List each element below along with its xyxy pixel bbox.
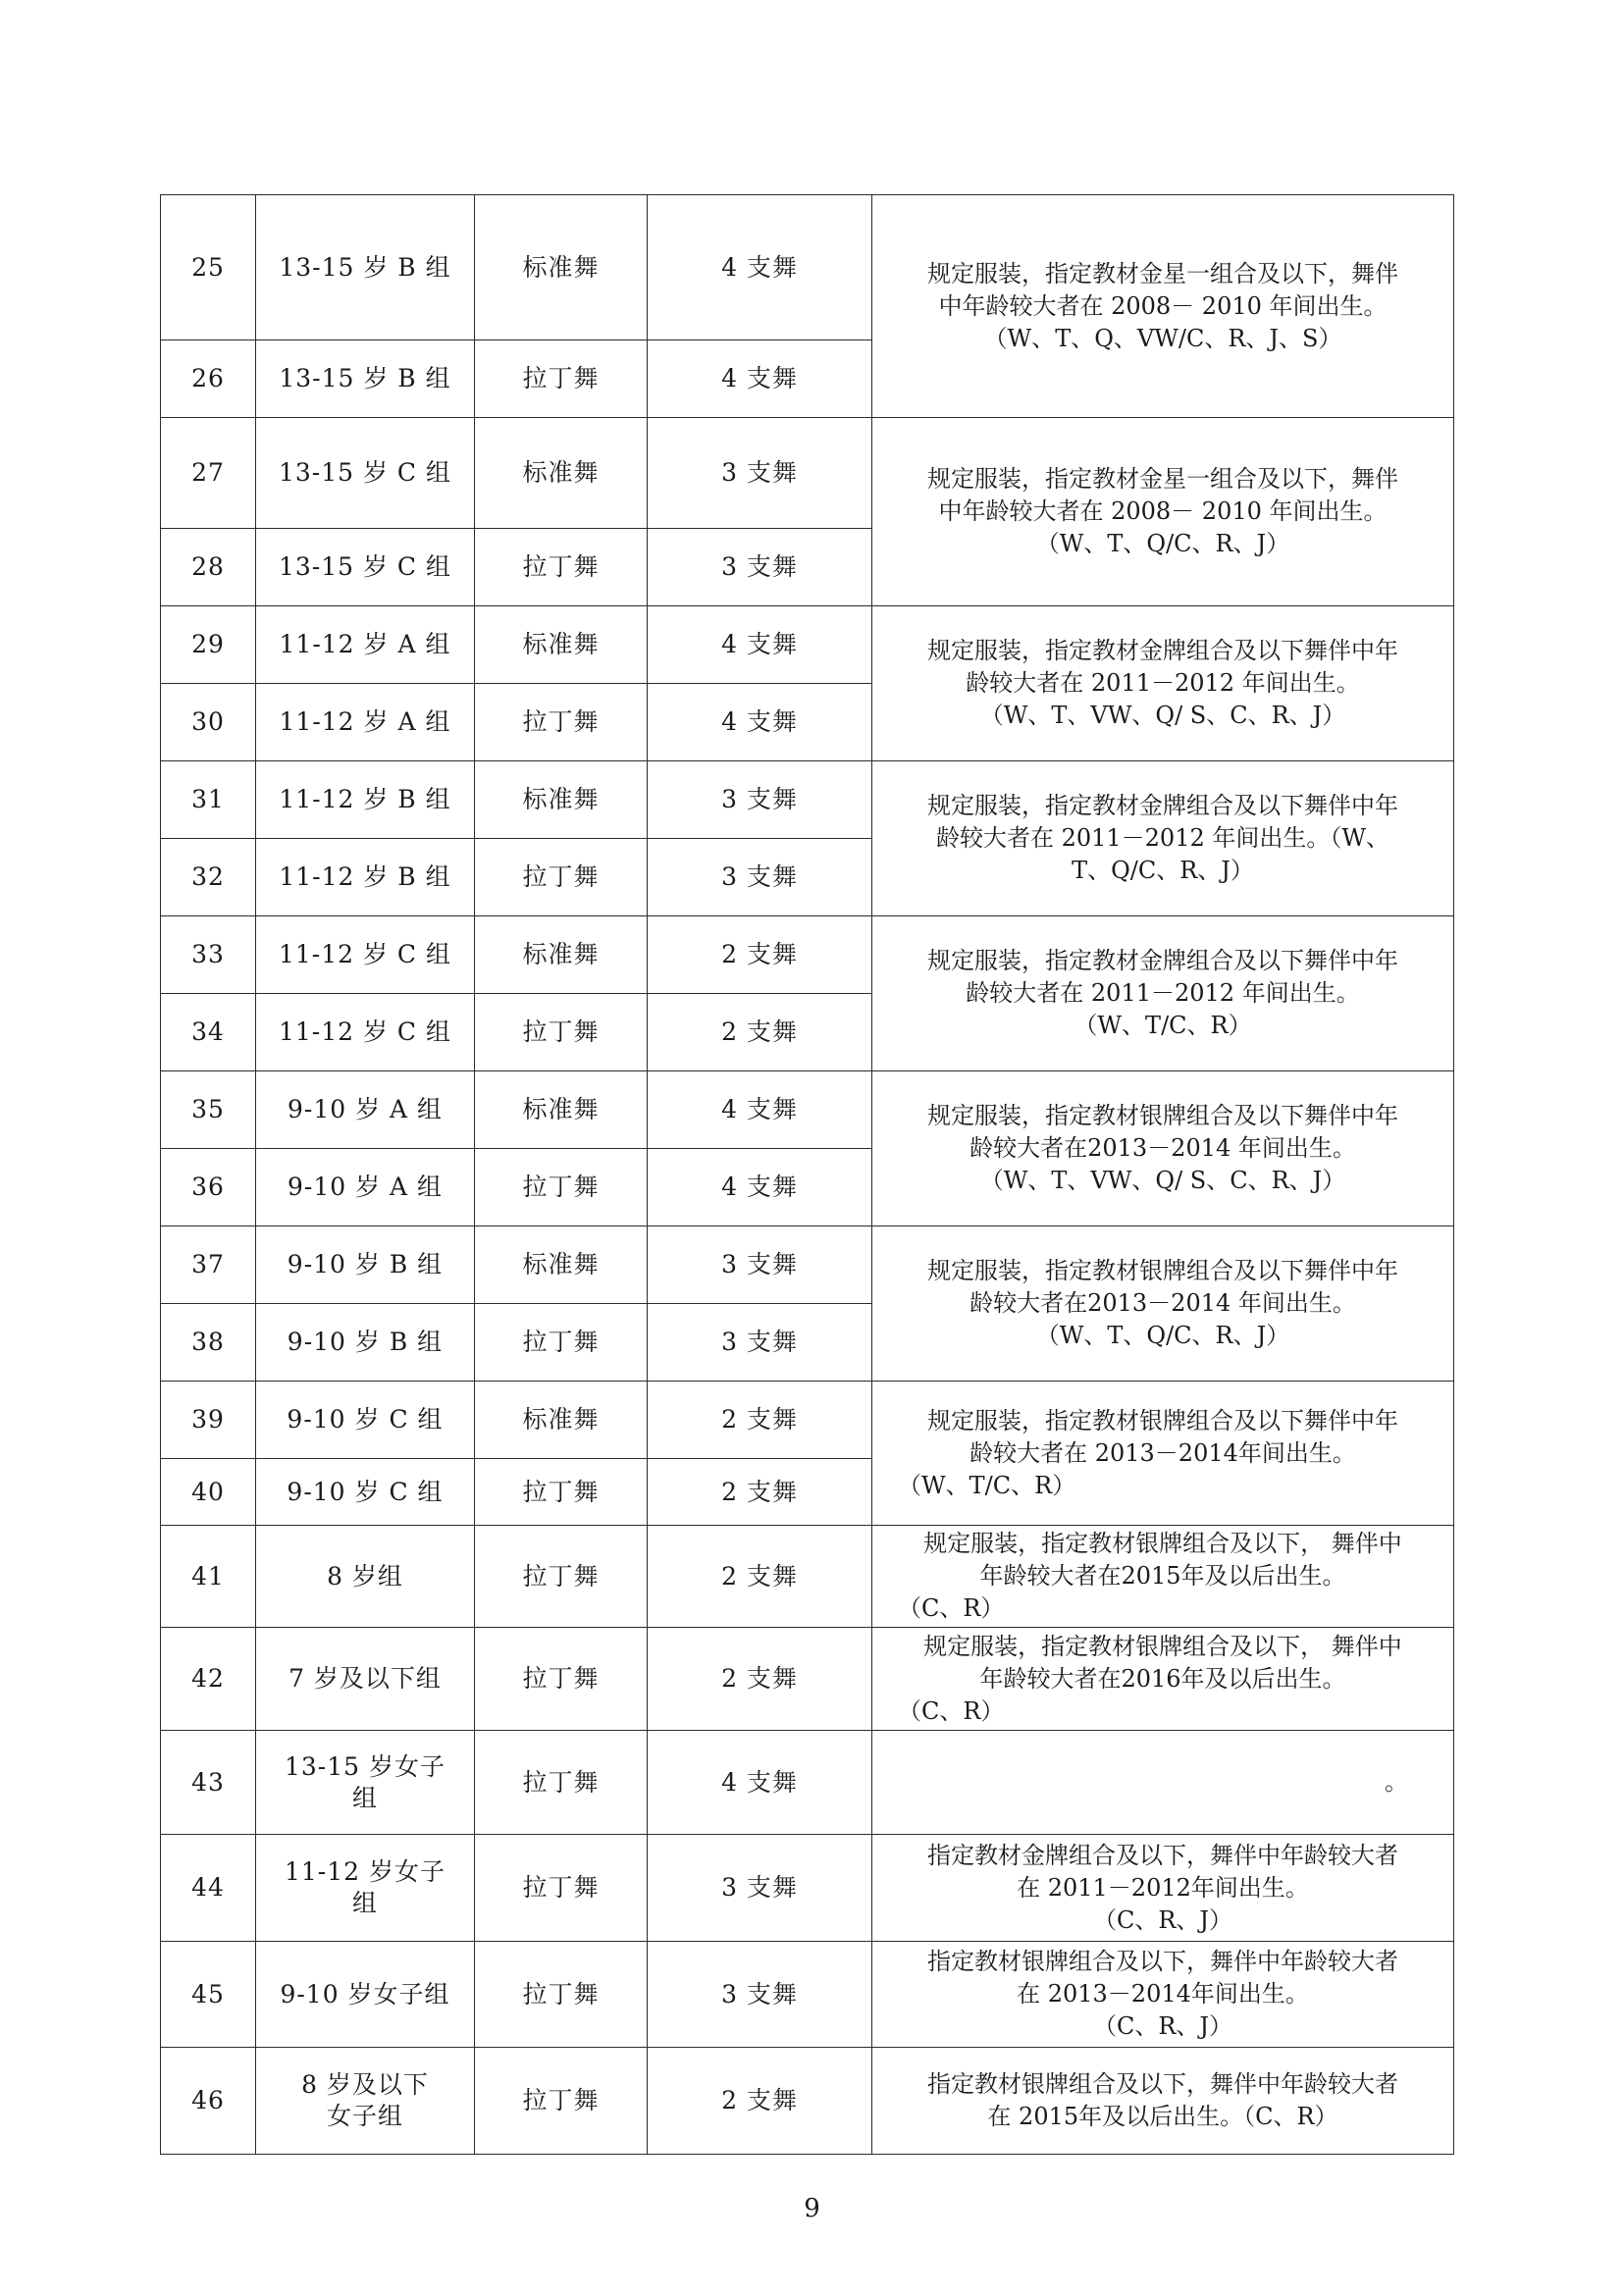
requirement-line: （C、R） (898, 1594, 1005, 1622)
dance-style-cell: 标准舞 (475, 1071, 648, 1149)
age-group-line: 11-12 岁女子 (284, 1857, 446, 1886)
requirements-cell (872, 1226, 1454, 1382)
dance-count-cell: 2 支舞 (648, 1459, 872, 1526)
table-row (161, 1835, 1454, 1942)
requirement-line: 规定服装，指定教材银牌组合及以下舞伴中年 (927, 1102, 1398, 1129)
age-group-cell (256, 2048, 475, 2155)
dance-style-cell: 拉丁舞 (475, 1149, 648, 1226)
dance-count-cell: 3 支舞 (648, 761, 872, 839)
requirement-line: 中年龄较大者在 2008－ 2010 年间出生。 (938, 291, 1388, 320)
requirement-line: （W、T、Q/C、R、J） (1035, 530, 1290, 557)
age-group-cell: 11-12 岁 A 组 (256, 684, 475, 761)
requirement-line: 规定服装，指定教材金牌组合及以下舞伴中年 (927, 947, 1398, 974)
dance-style-cell: 标准舞 (475, 195, 648, 340)
requirement-line: 龄较大者在 2011－2012 年间出生。（W、 (935, 824, 1390, 852)
age-group-line: 组 (351, 1889, 378, 1917)
row-number-cell: 28 (161, 529, 256, 606)
age-group-cell: 7 岁及以下组 (256, 1628, 475, 1731)
row-number-cell: 42 (161, 1628, 256, 1731)
requirement-line: 在 2013－2014年间出生。 (1017, 1980, 1309, 2008)
requirements-cell (872, 1942, 1454, 2048)
dance-count-cell: 3 支舞 (648, 1835, 872, 1942)
age-group-line: 13-15 岁女子 (284, 1751, 446, 1781)
requirement-line: 年龄较大者在2016年及以后出生。 (979, 1664, 1346, 1693)
requirement-line: （W、T、Q、VW/C、R、J、S） (983, 324, 1342, 352)
requirement-line: 龄较大者在 2011－2012 年间出生。 (966, 669, 1360, 697)
dance-count-cell: 2 支舞 (648, 916, 872, 994)
requirements-cell (872, 606, 1454, 761)
table-row (161, 606, 1454, 684)
dance-style-cell: 拉丁舞 (475, 839, 648, 916)
row-number-cell: 30 (161, 684, 256, 761)
table-row (161, 1226, 1454, 1304)
row-number-cell: 25 (161, 195, 256, 340)
dance-style-cell: 标准舞 (475, 1382, 648, 1459)
requirement-line: 龄较大者在 2013－2014年间出生。 (969, 1438, 1356, 1467)
dance-count-cell: 2 支舞 (648, 1382, 872, 1459)
row-number-cell: 39 (161, 1382, 256, 1459)
row-number-cell: 29 (161, 606, 256, 684)
requirement-line: 龄较大者在2013－2014 年间出生。 (969, 1134, 1356, 1162)
dance-style-cell: 拉丁舞 (475, 2048, 648, 2155)
competition-table (160, 194, 1454, 2155)
age-group-cell: 9-10 岁 B 组 (256, 1226, 475, 1304)
requirement-line: （C、R） (898, 1696, 1005, 1725)
age-group-cell: 9-10 岁 A 组 (256, 1149, 475, 1226)
table-row (161, 1628, 1454, 1731)
row-number-cell: 26 (161, 340, 256, 418)
age-group-cell: 8 岁组 (256, 1526, 475, 1628)
requirement-line: 规定服装，指定教材金星一组合及以下，舞伴 (927, 465, 1398, 493)
age-group-cell: 11-12 岁 A 组 (256, 606, 475, 684)
requirement-line: 中年龄较大者在 2008－ 2010 年间出生。 (938, 497, 1388, 525)
dance-count-cell: 2 支舞 (648, 1526, 872, 1628)
table-row (161, 195, 1454, 340)
dance-count-cell: 4 支舞 (648, 606, 872, 684)
age-group-cell: 11-12 岁 B 组 (256, 761, 475, 839)
dance-count-cell: 2 支舞 (648, 994, 872, 1071)
dance-style-cell: 拉丁舞 (475, 1304, 648, 1382)
age-group-cell: 9-10 岁 B 组 (256, 1304, 475, 1382)
age-group-cell: 9-10 岁 C 组 (256, 1459, 475, 1526)
row-number-cell: 36 (161, 1149, 256, 1226)
row-number-cell: 44 (161, 1835, 256, 1942)
requirements-cell (872, 761, 1454, 916)
requirement-line: 规定服装，指定教材金牌组合及以下舞伴中年 (927, 792, 1398, 819)
dance-style-cell: 拉丁舞 (475, 1628, 648, 1731)
dance-count-cell: 4 支舞 (648, 1149, 872, 1226)
age-group-cell: 11-12 岁 B 组 (256, 839, 475, 916)
row-number-cell: 38 (161, 1304, 256, 1382)
dance-style-cell: 标准舞 (475, 761, 648, 839)
dance-style-cell: 标准舞 (475, 418, 648, 529)
requirement-line: （C、R、J） (1092, 2012, 1233, 2040)
requirement-line: 规定服装，指定教材金牌组合及以下舞伴中年 (927, 637, 1398, 664)
requirements-cell (872, 418, 1454, 606)
dance-style-cell: 拉丁舞 (475, 1731, 648, 1835)
age-group-cell: 13-15 岁 C 组 (256, 529, 475, 606)
requirements-cell (872, 195, 1454, 418)
requirements-cell (872, 2048, 1454, 2155)
dance-count-cell: 4 支舞 (648, 1731, 872, 1835)
age-group-line: 组 (351, 1783, 378, 1812)
row-number-cell: 33 (161, 916, 256, 994)
requirement-line: 指定教材银牌组合及以下，舞伴中年龄较大者 (927, 2070, 1398, 2098)
requirements-cell (872, 1628, 1454, 1731)
table-row (161, 418, 1454, 529)
requirement-line: 规定服装，指定教材银牌组合及以下， 舞伴中 (923, 1530, 1402, 1557)
dance-count-cell: 4 支舞 (648, 195, 872, 340)
requirement-line: （C、R、J） (1092, 1905, 1233, 1934)
age-group-cell: 13-15 岁 C 组 (256, 418, 475, 529)
row-number-cell: 46 (161, 2048, 256, 2155)
dance-style-cell: 拉丁舞 (475, 340, 648, 418)
dance-count-cell: 3 支舞 (648, 1226, 872, 1304)
requirement-line: （W、T、VW、Q/ S、C、R、J） (979, 702, 1346, 729)
age-group-cell: 11-12 岁 C 组 (256, 916, 475, 994)
dance-style-cell: 拉丁舞 (475, 1459, 648, 1526)
requirement-line: 龄较大者在2013－2014 年间出生。 (969, 1289, 1356, 1317)
requirement-line: 在 2011－2012年间出生。 (1017, 1873, 1309, 1902)
table-row (161, 761, 1454, 839)
age-group-cell (256, 1731, 475, 1835)
dance-style-cell: 拉丁舞 (475, 1835, 648, 1942)
dance-style-cell: 拉丁舞 (475, 1942, 648, 2048)
requirements-cell (872, 1382, 1454, 1526)
table-row (161, 1071, 1454, 1149)
age-group-cell (256, 1835, 475, 1942)
dance-count-cell: 3 支舞 (648, 418, 872, 529)
row-number-cell: 45 (161, 1942, 256, 2048)
row-number-cell: 27 (161, 418, 256, 529)
table-row (161, 2048, 1454, 2155)
table-row (161, 916, 1454, 994)
row-number-cell: 34 (161, 994, 256, 1071)
requirement-line: 规定服装，指定教材银牌组合及以下， 舞伴中 (923, 1632, 1402, 1660)
requirement-line: （W、T/C、R） (1074, 1012, 1252, 1039)
row-number-cell: 43 (161, 1731, 256, 1835)
requirement-line: （W、T/C、R） (898, 1471, 1076, 1499)
requirement-line: 在 2015年及以后出生。（C、R） (987, 2103, 1338, 2130)
age-group-line: 8 岁及以下 (301, 2070, 429, 2099)
row-number-cell: 35 (161, 1071, 256, 1149)
dance-style-cell: 标准舞 (475, 916, 648, 994)
dance-style-cell: 拉丁舞 (475, 994, 648, 1071)
age-group-cell: 11-12 岁 C 组 (256, 994, 475, 1071)
age-group-cell: 9-10 岁 C 组 (256, 1382, 475, 1459)
requirement-line: 年龄较大者在2015年及以后出生。 (979, 1562, 1346, 1590)
age-group-cell: 13-15 岁 B 组 (256, 340, 475, 418)
dance-style-cell: 标准舞 (475, 606, 648, 684)
age-group-cell: 13-15 岁 B 组 (256, 195, 475, 340)
requirement-line: （W、T、Q/C、R、J） (1035, 1322, 1290, 1349)
requirement-line: 规定服装，指定教材金星一组合及以下，舞伴 (927, 259, 1398, 287)
table-row (161, 1942, 1454, 2048)
age-group-cell: 9-10 岁 A 组 (256, 1071, 475, 1149)
page-number: 9 (804, 2194, 820, 2223)
dance-count-cell: 4 支舞 (648, 1071, 872, 1149)
dance-style-cell: 拉丁舞 (475, 1526, 648, 1628)
requirements-cell (872, 1526, 1454, 1628)
dance-count-cell: 2 支舞 (648, 2048, 872, 2155)
dance-count-cell: 3 支舞 (648, 1304, 872, 1382)
dance-count-cell: 3 支舞 (648, 1942, 872, 2048)
dance-count-cell: 3 支舞 (648, 839, 872, 916)
requirements-cell (872, 1071, 1454, 1226)
requirement-line: 规定服装，指定教材银牌组合及以下舞伴中年 (927, 1257, 1398, 1284)
table-row (161, 1382, 1454, 1459)
row-number-cell: 31 (161, 761, 256, 839)
requirement-line: 龄较大者在 2011－2012 年间出生。 (966, 979, 1360, 1007)
dance-count-cell: 4 支舞 (648, 684, 872, 761)
table-row (161, 1526, 1454, 1628)
table-row (161, 1731, 1454, 1835)
requirements-cell (872, 1731, 1454, 1835)
requirement-line: 规定服装，指定教材银牌组合及以下舞伴中年 (927, 1406, 1398, 1434)
dance-count-cell: 2 支舞 (648, 1628, 872, 1731)
requirement-line: 。 (1385, 1768, 1408, 1796)
dance-style-cell: 拉丁舞 (475, 684, 648, 761)
requirement-line: 指定教材金牌组合及以下，舞伴中年龄较大者 (927, 1841, 1398, 1869)
row-number-cell: 32 (161, 839, 256, 916)
age-group-line: 女子组 (326, 2102, 403, 2130)
requirement-line: 指定教材银牌组合及以下，舞伴中年龄较大者 (927, 1948, 1398, 1975)
dance-count-cell: 4 支舞 (648, 340, 872, 418)
requirement-line: （W、T、VW、Q/ S、C、R、J） (979, 1167, 1346, 1194)
requirement-line: T、Q/C、R、J） (1072, 857, 1254, 884)
row-number-cell: 37 (161, 1226, 256, 1304)
dance-style-cell: 拉丁舞 (475, 529, 648, 606)
requirements-cell (872, 916, 1454, 1071)
dance-style-cell: 标准舞 (475, 1226, 648, 1304)
age-group-cell: 9-10 岁女子组 (256, 1942, 475, 2048)
requirements-cell (872, 1835, 1454, 1942)
row-number-cell: 41 (161, 1526, 256, 1628)
dance-count-cell: 3 支舞 (648, 529, 872, 606)
row-number-cell: 40 (161, 1459, 256, 1526)
